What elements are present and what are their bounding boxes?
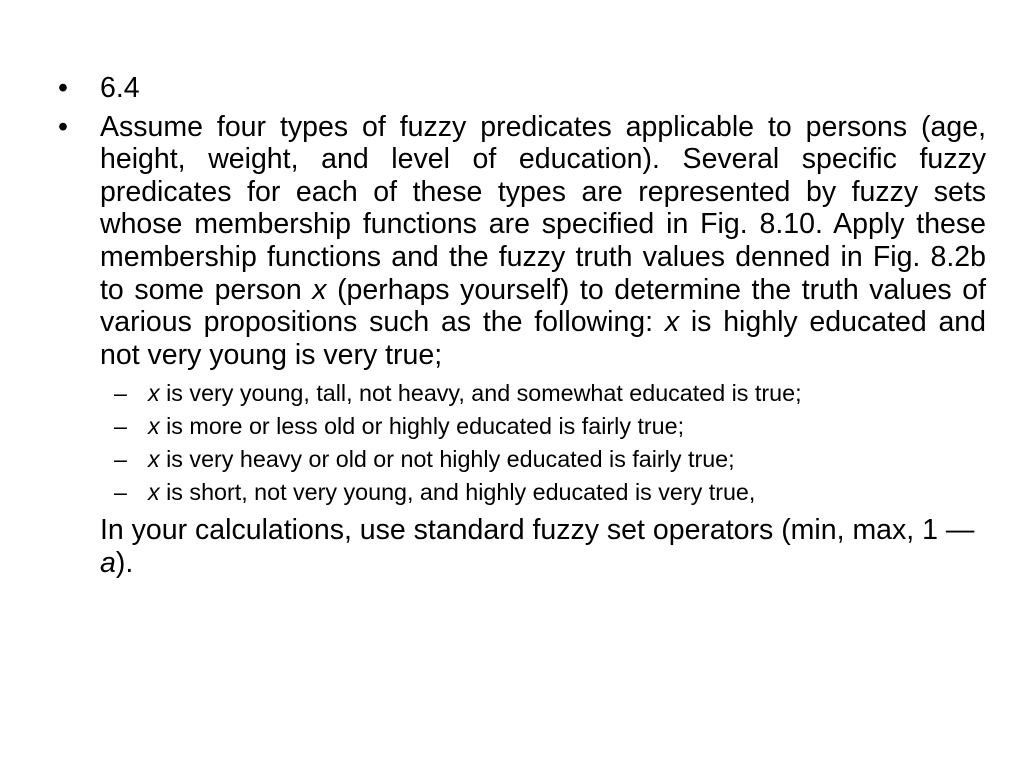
dash-marker: – [114, 413, 127, 440]
proposition-item [58, 379, 986, 407]
dash-marker: – [114, 380, 127, 407]
proposition-text: is very young, tall, not heavy, and somewhat educated is true; [159, 380, 802, 407]
variable-a: a [100, 546, 116, 579]
variable-x: x [148, 413, 160, 440]
variable-x: x [148, 446, 160, 473]
problem-statement [100, 111, 986, 372]
variable-x: x [148, 479, 160, 506]
proposition-item [58, 445, 986, 473]
variable-x: x [664, 306, 680, 339]
closing-instruction [58, 514, 1000, 579]
proposition-item [58, 412, 986, 440]
variable-x: x [148, 380, 160, 407]
bullet-marker: • [58, 72, 68, 104]
variable-x: x [312, 273, 327, 306]
problem-number: 6.4 [100, 72, 140, 104]
bullet-item-number [58, 72, 986, 105]
dash-marker: – [114, 446, 127, 473]
proposition-text: is very heavy or old or not highly educated is fairly true; [159, 446, 735, 473]
proposition-text: is short, not very young, and highly educated is very true, [159, 479, 756, 506]
problem-text-part-3: is highly educated and not very young is very true; [100, 306, 986, 371]
closing-text-after: ). [115, 546, 134, 579]
proposition-item [58, 478, 986, 506]
closing-text-before: In your calculations, use standard fuzzy set operators (min, max, 1 — [100, 514, 975, 547]
problem-text-part-1: Assume four types of fuzzy predicates applicable to persons (age, height, weight, and level of education). Several specific fuzzy predicates for each of these types are represented by fuzzy sets whose membership functions are specified in Fig. 8.10. Apply these membership functions and the fuzzy truth values denned in Fig. 8.2b to some person [100, 110, 986, 306]
dash-marker: – [114, 479, 127, 506]
proposition-text: is more or less old or highly educated is fairly true; [159, 413, 685, 440]
problem-text-part-2: (perhaps yourself) to determine the truth values of various propositions such as the following: [100, 273, 986, 339]
proposition-list [58, 379, 986, 506]
bullet-marker: • [58, 110, 68, 143]
slide-content [58, 72, 986, 580]
bullet-item-problem [58, 111, 986, 372]
